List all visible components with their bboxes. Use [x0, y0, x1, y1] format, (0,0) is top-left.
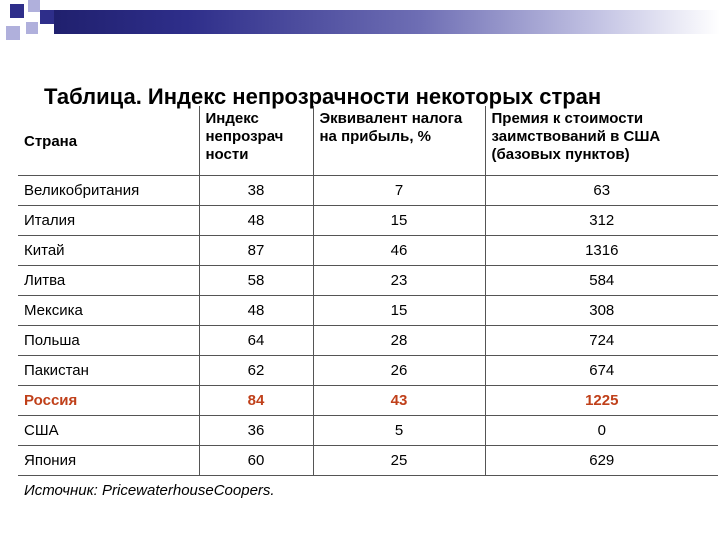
- cell-tax: 15: [313, 295, 485, 325]
- table-header-row: [18, 106, 718, 175]
- table-row: [18, 235, 718, 265]
- header-premium: Премия к стоимости заимствований в США (базовых пунктов): [485, 106, 718, 175]
- cell-index: 36: [199, 415, 313, 445]
- cell-index: 87: [199, 235, 313, 265]
- cell-country: Великобритания: [18, 175, 199, 205]
- cell-country: Мексика: [18, 295, 199, 325]
- cell-tax: 7: [313, 175, 485, 205]
- cell-index: 62: [199, 355, 313, 385]
- table-row: [18, 175, 718, 205]
- cell-premium: 629: [485, 445, 718, 475]
- cell-tax: 43: [313, 385, 485, 415]
- cell-index: 58: [199, 265, 313, 295]
- cell-premium: 0: [485, 415, 718, 445]
- cell-country: Италия: [18, 205, 199, 235]
- cell-index: 84: [199, 385, 313, 415]
- cell-premium: 584: [485, 265, 718, 295]
- header-gradient-bar: [54, 10, 720, 34]
- cell-country: Пакистан: [18, 355, 199, 385]
- header-country: Страна: [18, 106, 199, 175]
- cell-index: 48: [199, 205, 313, 235]
- source-note: Источник: PricewaterhouseCoopers.: [24, 482, 275, 499]
- page-title: Таблица. Индекс непрозрачности некоторых стран: [44, 84, 602, 109]
- cell-country: Польша: [18, 325, 199, 355]
- cell-country: Китай: [18, 235, 199, 265]
- table-row: [18, 265, 718, 295]
- opacity-index-table: [18, 106, 718, 506]
- cell-country: Япония: [18, 445, 199, 475]
- cell-index: 38: [199, 175, 313, 205]
- cell-country: Литва: [18, 265, 199, 295]
- cell-premium: 674: [485, 355, 718, 385]
- cell-country: Россия: [18, 385, 199, 415]
- header-tax: Эквивалент налога на прибыль, %: [313, 106, 485, 175]
- cell-index: 60: [199, 445, 313, 475]
- table-row: [18, 415, 718, 445]
- decorative-squares: [0, 0, 60, 46]
- header-index: Индекс непрозрач ности: [199, 106, 313, 175]
- cell-tax: 26: [313, 355, 485, 385]
- table-row: [18, 205, 718, 235]
- cell-premium: 1316: [485, 235, 718, 265]
- cell-premium: 724: [485, 325, 718, 355]
- cell-premium: 63: [485, 175, 718, 205]
- cell-country: США: [18, 415, 199, 445]
- cell-tax: 15: [313, 205, 485, 235]
- table-row: [18, 295, 718, 325]
- table-row: [18, 325, 718, 355]
- table-row: [18, 445, 718, 475]
- cell-index: 64: [199, 325, 313, 355]
- cell-premium: 308: [485, 295, 718, 325]
- cell-tax: 28: [313, 325, 485, 355]
- cell-premium: 1225: [485, 385, 718, 415]
- cell-tax: 46: [313, 235, 485, 265]
- table-row: [18, 355, 718, 385]
- table-row: [18, 385, 718, 415]
- cell-index: 48: [199, 295, 313, 325]
- cell-tax: 25: [313, 445, 485, 475]
- cell-premium: 312: [485, 205, 718, 235]
- cell-tax: 5: [313, 415, 485, 445]
- cell-tax: 23: [313, 265, 485, 295]
